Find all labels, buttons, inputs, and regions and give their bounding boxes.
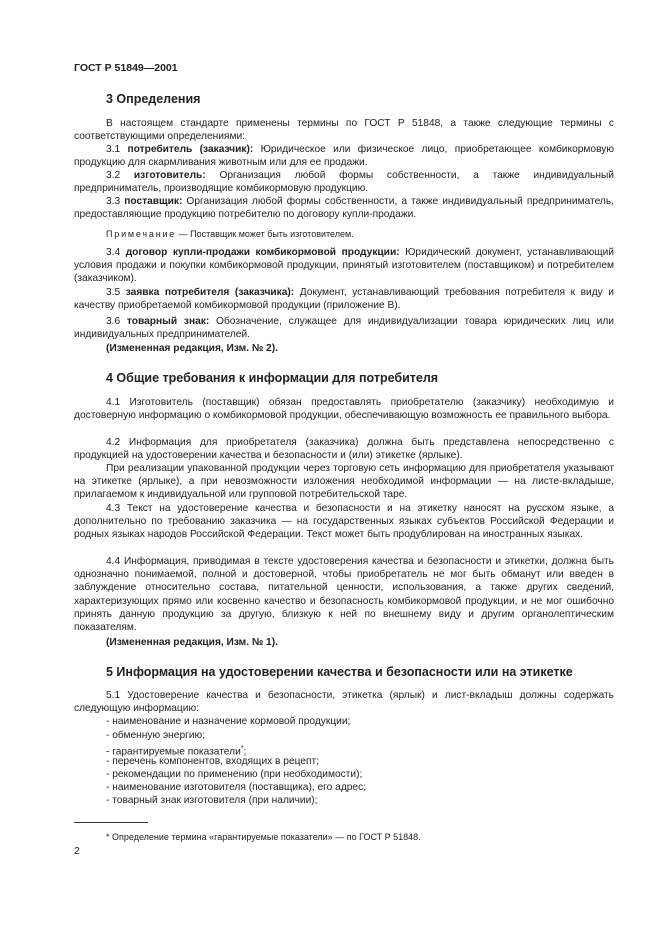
section-3-intro: В настоящем стандарте применены термины по ГОСТ Р 51848, а также следующие термины с соответствующими определениями: <box>74 118 614 143</box>
list-item: - товарный знак изготовителя (при наличии); <box>106 795 318 806</box>
list-item: - рекомендации по применению (при необходимости); <box>106 769 363 780</box>
list-item: - перечень компонентов, входящих в рецепт; <box>106 756 320 767</box>
clause-4-1: 4.1 Изготовитель (поставщик) обязан предоставлять приобретателю (заказчику) необходимую и достоверную информацию о комбикормовой продукции, обеспечивающую возможность ее правильного выбора. <box>74 397 614 422</box>
definition-3-5: 3.5 заявка потребителя (заказчика): Документ, устанавливающий требования потребителя к виду и качеству приобретаемой комбикормовой продукции (приложение В). <box>74 287 614 312</box>
amendment-note-2: (Измененная редакция, Изм. № 2). <box>106 343 278 354</box>
footnote: * Определение термина «гарантируемые показатели» — по ГОСТ Р 51848. <box>106 832 421 842</box>
definition-3-4: 3.4 договор купли-продажи комбикормовой продукции: Юридический документ, устанавливающий условия продажи и покупки комбикормовой продукции, принятый изготовителем (поставщиком) и потребителем (заказчиком). <box>74 247 614 285</box>
list-item: - наименование и назначение кормовой продукции; <box>106 716 351 727</box>
clause-4-2: 4.2 Информация для приобретателя (заказчика) должна быть представлена непосредственно с продукцией на удостоверении качества и безопасности и (или) этикетке (ярлыке). <box>74 437 614 462</box>
clause-4-3: 4.3 Текст на удостоверение качества и безопасности и на этикетку наносят на русском языке, а дополнительно по требованию заказчика — на государственных языках субъектов Российской Федерации и родных языках народов Российской Федерации. Текст может быть продублирован на иностранных языках. <box>74 503 614 541</box>
clause-4-4: 4.4 Информация, приводимая в тексте удостоверения качества и безопасности и этикетки, должна быть однозначно понимаемой, полной и достоверной, чтобы приобретатель не мог быть обманут или введен в заблуждение относительно состава, питательной ценности, использования, а также других сведений, характеризующих прямо или косвенно качество и безопасность комбикормовой продукции, и не мог ошибочно принять данную продукцию за другую, близкую к ней по внешнему виду и другим органолептическим показателям. <box>74 556 614 634</box>
definition-3-1: 3.1 потребитель (заказчик): Юридическое или физическое лицо, приобретающее комбикормовую продукцию для скармливания животным или для ее продажи. <box>74 144 614 169</box>
list-item: - гарантируемые показатели*; <box>106 745 247 758</box>
section-3-title: 3 Определения <box>106 92 201 106</box>
list-item: - наименование изготовителя (поставщика), его адрес; <box>106 782 367 793</box>
definition-3-6: 3.6 товарный знак: Обозначение, служащее для индивидуализации товара юридических лиц или индивидуальных предпринимателей. <box>74 316 614 341</box>
clause-4-2-continued: При реализации упакованной продукции через торговую сеть информацию для приобретателя указывают на этикетке (ярлыке), а при невозможности изложения необходимой информации — на листе-вкладыше, прилагаемом к индивидуальной или групповой потребительской таре. <box>74 463 614 501</box>
amendment-note-1: (Измененная редакция, Изм. № 1). <box>106 637 278 648</box>
section-5-title: 5 Информация на удостоверении качества и безопасности или на этикетке <box>106 665 573 679</box>
note: Примечание — Поставщик может быть изготовителем. <box>106 229 354 239</box>
list-item: - обменную энергию; <box>106 730 206 741</box>
definition-3-3: 3.3 поставщик: Организация любой формы собственности, а также индивидуальный предприниматель, предоставляющие продукцию потребителю по договору купли-продажи. <box>74 196 614 221</box>
document-header: ГОСТ Р 51849—2001 <box>74 62 178 74</box>
page-number: 2 <box>74 845 80 857</box>
footnote-marker: * <box>240 745 244 752</box>
section-4-title: 4 Общие требования к информации для потребителя <box>106 371 439 385</box>
footnote-divider <box>74 822 148 823</box>
definition-3-2: 3.2 изготовитель: Организация любой формы собственности, а также индивидуальный предприниматель, производящие комбикормовую продукцию. <box>74 170 614 195</box>
clause-5-1: 5.1 Удостоверение качества и безопасности, этикетка (ярлык) и лист-вкладыш должны содержать следующую информацию: <box>74 690 614 715</box>
